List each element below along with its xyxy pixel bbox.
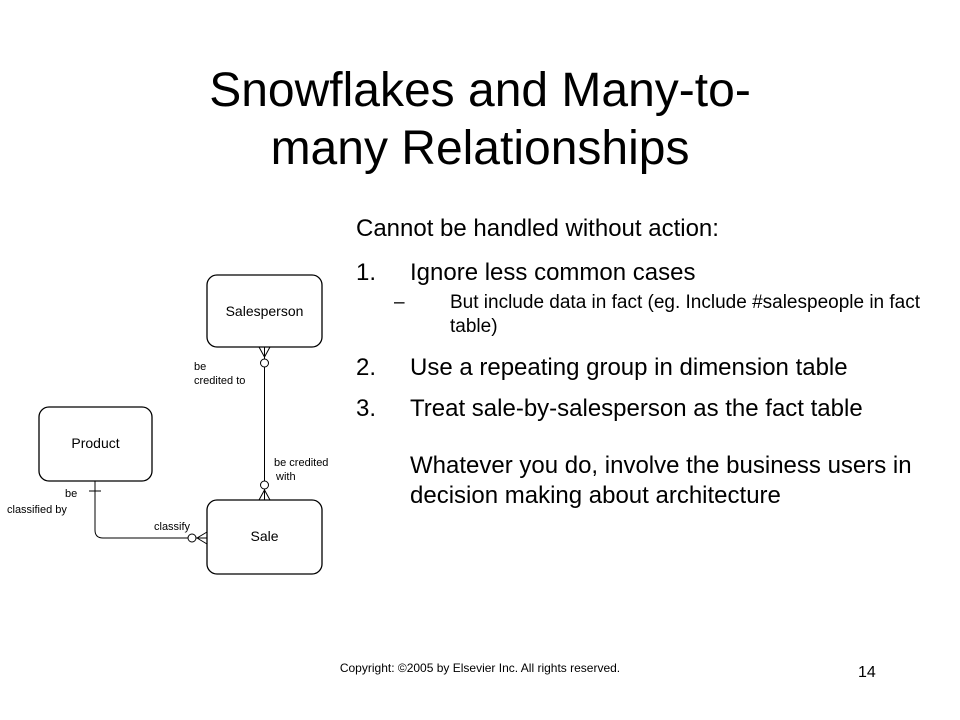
entity-salesperson-label: Salesperson bbox=[225, 303, 304, 319]
label-classify: classify bbox=[154, 521, 191, 533]
sub-list-dash: – bbox=[394, 292, 405, 313]
entity-salesperson bbox=[207, 275, 322, 347]
entity-sale bbox=[207, 500, 322, 574]
intro-text: Cannot be handled without action: bbox=[356, 215, 719, 242]
list-item bbox=[356, 394, 936, 423]
label-be-credited-to-1: be bbox=[194, 361, 207, 373]
closing-text: Whatever you do, involve the business users in decision making about architecture bbox=[410, 452, 912, 509]
list-item bbox=[356, 258, 936, 287]
page-number: 14 bbox=[858, 664, 876, 681]
list-item-number: 1. bbox=[356, 259, 377, 286]
relationship-product-sale bbox=[89, 481, 207, 544]
slide-body bbox=[356, 214, 936, 511]
label-be-classified-by-1: be bbox=[65, 488, 78, 500]
sub-list-item bbox=[394, 291, 936, 339]
list-item bbox=[356, 353, 936, 382]
list-item-text: Treat sale-by-salesperson as the fact table bbox=[410, 395, 863, 422]
entity-product-label: Product bbox=[71, 435, 120, 451]
sub-list-text: But include data in fact (eg. Include #salespeople in fact table) bbox=[450, 292, 921, 337]
label-be-credited-with-1: be credited bbox=[274, 457, 329, 469]
slide-title-line-1: Snowflakes and Many-to- bbox=[209, 64, 751, 117]
list-item-number: 3. bbox=[356, 395, 377, 422]
copyright-footer: Copyright: ©2005 by Elsevier Inc. All rights reserved. bbox=[339, 661, 621, 675]
entity-product bbox=[39, 407, 152, 481]
label-be-credited-to-2: credited to bbox=[194, 375, 246, 387]
entity-sale-label: Sale bbox=[250, 528, 279, 544]
list-item-number: 2. bbox=[356, 354, 377, 381]
relationship-salesperson-sale bbox=[259, 347, 270, 500]
label-be-credited-with-2: with bbox=[276, 471, 296, 483]
list-item-text: Use a repeating group in dimension table bbox=[410, 354, 848, 381]
label-be-classified-by-2: classified by bbox=[7, 504, 67, 516]
slide-title-line-2: many Relationships bbox=[270, 122, 690, 175]
list-item-text: Ignore less common cases bbox=[410, 259, 696, 286]
